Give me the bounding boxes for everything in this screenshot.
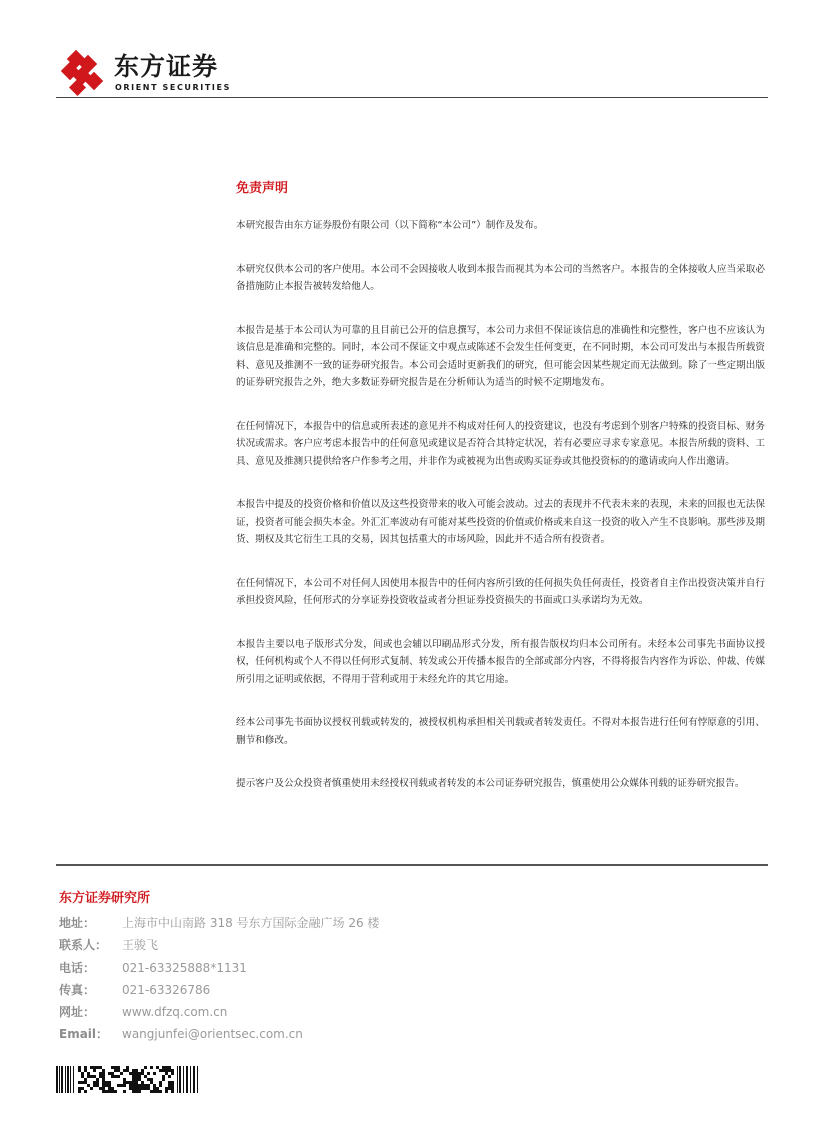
disclaimer-paragraph: 本研究仅供本公司的客户使用。本公司不会因接收人收到本报告而视其为本公司的当然客户。本报告的全体接收人应当采取必备措施防止本报告被转发给他人。 [236,263,765,292]
contact-value: 王骏飞 [122,938,159,953]
disclaimer-paragraph: 经本公司事先书面协议授权刊载或转发的，被授权机构承担相关刊载或者转发责任。不得对本报告进行任何有悖原意的引用、删节和修改。 [236,717,765,746]
disclaimer-paragraph: 本报告中提及的投资价格和价值以及这些投资带来的收入可能会波动。过去的表现并不代表未来的表现，未来的回报也无法保证，投资者可能会损失本金。外汇汇率波动有可能对某些投资的价值或价格或来自这一投资的收入产生不良影响。那些涉及期货、期权及其它衍生工具的交易，因其包括重大的市场风险，因此并不适合所有投资者。 [236,499,765,545]
contact-row-website [59,1001,559,1023]
disclaimer-title: 免责声明 [236,181,289,196]
disclaimer-paragraph: 提示客户及公众投资者慎重使用未经授权刊载或者转发的本公司证券研究报告，慎重使用公众媒体刊载的证券研究报告。 [236,778,745,789]
institute-name: 东方证券研究所 [59,891,151,906]
orient-securities-logo-icon [58,50,104,96]
contact-row-email [59,1023,559,1045]
contact-label: 网址： [59,1005,96,1020]
contact-value: 021-63325888*1131 [122,960,247,975]
footer-divider [56,864,768,866]
contact-value: 上海市中山南路 318 号东方国际金融广场 26 楼 [122,916,380,930]
contact-label: 传真： [59,982,96,997]
contact-label: 电话： [59,960,96,975]
contact-row-fax [59,979,559,1001]
contact-block [59,912,559,1046]
barcode-icon [56,1066,200,1093]
contact-row-address [59,912,559,934]
disclaimer-body [236,217,765,819]
logo-english-text: ORIENT SECURITIES [115,83,231,92]
disclaimer-paragraph: 在任何情况下，本报告中的信息或所表述的意见并不构成对任何人的投资建议，也没有考虑到个别客户特殊的投资目标、财务状况或需求。客户应考虑本报告中的任何意见或建议是否符合其特定状况，若有必要应寻求专家意见。本报告所载的资料、工具、意见及推测只提供给客户作参考之用，并非作为或被视为出售或购买证券或其他投资标的的邀请或向人作出邀请。 [236,420,765,467]
contact-value: wangjunfei@orientsec.com.cn [122,1027,303,1042]
contact-label: 地址： [59,916,96,930]
contact-row-phone [59,957,559,979]
contact-row-person [59,934,559,956]
logo-chinese-text: 东方证券 [114,52,219,81]
disclaimer-paragraph: 在任何情况下，本公司不对任何人因使用本报告中的任何内容所引致的任何损失负任何责任，投资者自主作出投资决策并自行承担投资风险，任何形式的分享证券投资收益或者分担证券投资损失的书面或口头承诺均为无效。 [236,577,765,606]
contact-label: Email： [59,1027,109,1042]
contact-value: 021-63326786 [122,982,211,997]
page-header [56,44,768,98]
header-divider [56,97,768,98]
disclaimer-paragraph: 本报告主要以电子版形式分发，间或也会辅以印刷品形式分发，所有报告版权均归本公司所有。未经本公司事先书面协议授权，任何机构或个人不得以任何形式复制、转发或公开传播本报告的全部或部分内容，不得将报告内容作为诉讼、仲裁、传媒所引用之证明或依据，不得用于营利或用于未经允许的其它用途。 [236,638,765,685]
contact-label: 联系人： [59,938,108,953]
disclaimer-paragraph: 本报告是基于本公司认为可靠的且目前已公开的信息撰写，本公司力求但不保证该信息的准确性和完整性，客户也不应该认为该信息是准确和完整的。同时，本公司不保证文中观点或陈述不会发生任何变更，在不同时期，本公司可发出与本报告所载资料、意见及推测不一致的证券研究报告。本公司会适时更新我们的研究，但可能会因某些规定而无法做到。除了一些定期出版的证券研究报告之外，绝大多数证券研究报告是在分析师认为适当的时候不定期地发布。 [236,324,765,388]
contact-value: www.dfzq.com.cn [122,1005,228,1020]
disclaimer-paragraph: 本研究报告由东方证券股份有限公司（以下简称“本公司”）制作及发布。 [236,220,544,231]
